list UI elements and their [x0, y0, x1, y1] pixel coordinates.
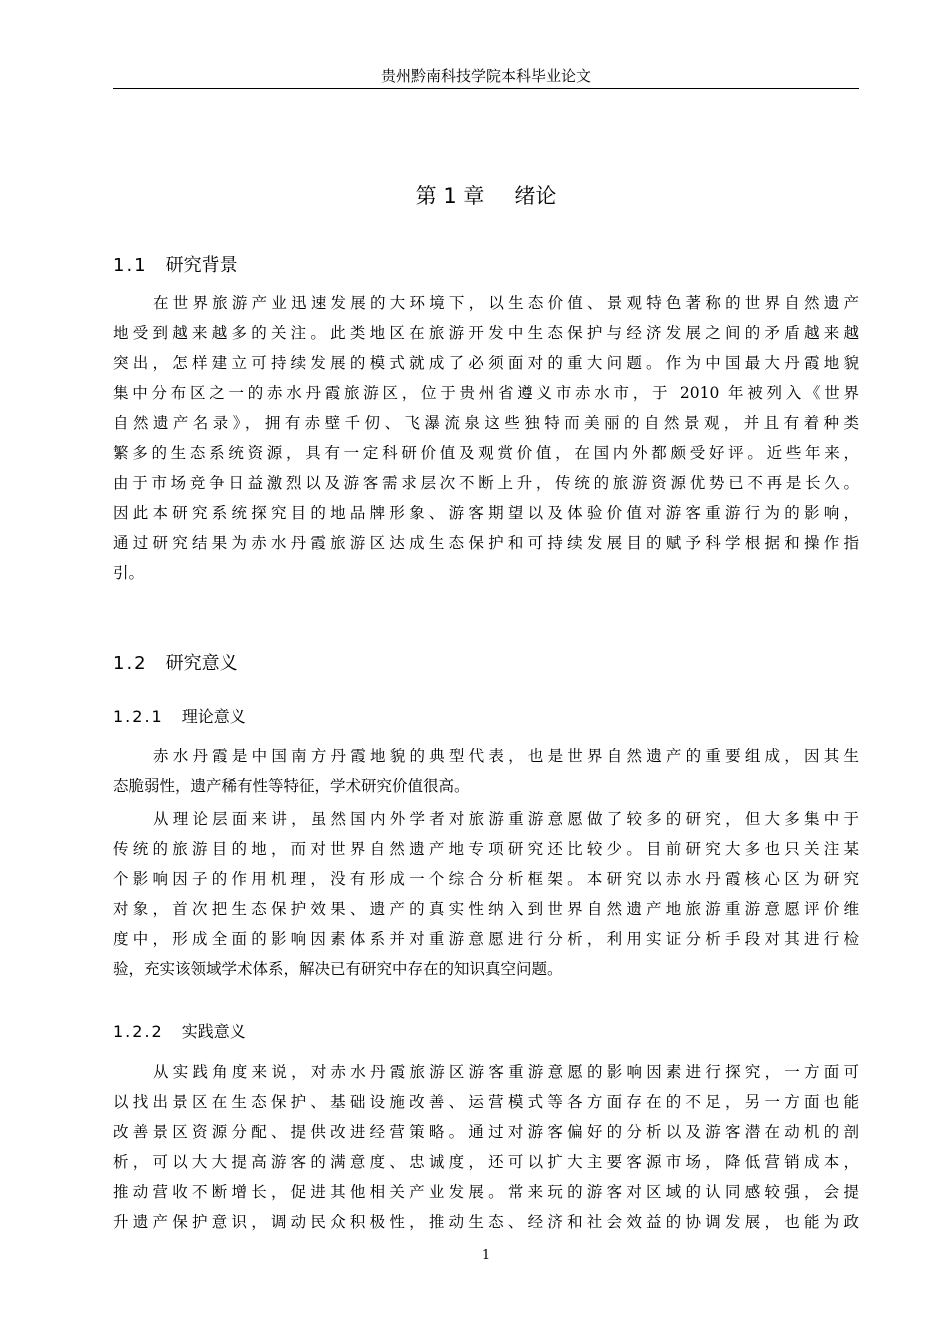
section-number: 1.1: [113, 255, 148, 276]
text-line: 突出，怎样建立可持续发展的模式就成了必须面对的重大问题。作为中国最大丹霞地貌: [113, 354, 859, 372]
text-line: 析，可以大大提高游客的满意度、忠诚度，还可以扩大主要客源市场，降低营销成本，: [113, 1153, 859, 1171]
text-line: 推动营收不断增长，促进其他相关产业发展。常来玩的游客对区域的认同感较强，会提: [113, 1183, 859, 1201]
subsection-title: 理论意义: [181, 707, 246, 726]
text-line: 集中分布区之一的赤水丹霞旅游区，位于贵州省遵义市赤水市，于 2010 年被列入《世界: [113, 384, 859, 402]
paragraph-practice: [113, 1057, 859, 1237]
subsection-heading-1-2-1: [113, 704, 859, 730]
text-line: 由于市场竞争日益激烈以及游客需求层次不断上升，传统的旅游资源优势已不再是长久。: [113, 474, 859, 492]
paragraph-theory-2: [113, 804, 859, 984]
paragraph-theory-1: [113, 741, 859, 801]
text-line: 度中，形成全面的影响因素体系并对重游意愿进行分析，利用实证分析手段对其进行检: [113, 930, 859, 948]
text-line: 自然遗产名录》，拥有赤壁千仞、飞瀑流泉这些独特而美丽的自然景观，并且有着种类: [113, 414, 859, 432]
text-line: 对象，首次把生态保护效果、遗产的真实性纳入到世界自然遗产地旅游重游意愿评价维: [113, 900, 859, 918]
text-line: 验，充实该领域学术体系，解决已有研究中存在的知识真空问题。: [113, 960, 563, 978]
header-rule: [113, 88, 859, 89]
section-title: 研究意义: [165, 653, 238, 674]
text-line: 因此本研究系统探究目的地品牌形象、游客期望以及体验价值对游客重游行为的影响，: [113, 504, 859, 522]
running-header: 贵州黔南科技学院本科毕业论文: [380, 67, 591, 85]
text-line: 个影响因子的作用机理，没有形成一个综合分析框架。本研究以赤水丹霞核心区为研究: [113, 870, 859, 888]
page-number: 1: [481, 1248, 491, 1263]
text-line: 在世界旅游产业迅速发展的大环境下，以生态价值、景观特色著称的世界自然遗产: [153, 294, 859, 312]
text-line: 改善景区资源分配、提供改进经营策略。通过对游客偏好的分析以及游客潜在动机的剖: [113, 1123, 859, 1141]
text-line: 从实践角度来说，对赤水丹霞旅游区游客重游意愿的影响因素进行探究，一方面可: [153, 1063, 859, 1081]
text-line: 繁多的生态系统资源，具有一定科研价值及观赏价值，在国内外都颇受好评。近些年来，: [113, 444, 859, 462]
section-heading-1-1: [113, 251, 859, 281]
subsection-number: 1.2.1: [113, 707, 164, 726]
section-title: 研究背景: [165, 255, 238, 276]
text-line: 赤水丹霞是中国南方丹霞地貌的典型代表，也是世界自然遗产的重要组成，因其生: [153, 747, 859, 765]
chapter-name: 绪论: [514, 184, 557, 208]
text-line: 升遗产保护意识，调动民众积极性，推动生态、经济和社会效益的协调发展，也能为政: [113, 1213, 859, 1231]
subsection-title: 实践意义: [181, 1022, 246, 1041]
text-line: 从理论层面来讲，虽然国内外学者对旅游重游意愿做了较多的研究，但大多集中于: [153, 810, 859, 828]
text-line: 以找出景区在生态保护、基础设施改善、运营模式等各方面存在的不足，另一方面也能: [113, 1093, 859, 1111]
text-line: 引。: [113, 564, 145, 582]
chapter-title: [113, 180, 859, 212]
subsection-heading-1-2-2: [113, 1019, 859, 1045]
chapter-number: 第 1 章: [415, 184, 485, 208]
paragraph-research-background: [113, 288, 859, 588]
section-number: 1.2: [113, 653, 148, 674]
section-heading-1-2: [113, 649, 859, 679]
text-line: 通过研究结果为赤水丹霞旅游区达成生态保护和可持续发展目的赋予科学根据和操作指: [113, 534, 859, 552]
text-line: 传统的旅游目的地，而对世界自然遗产地专项研究还比较少。目前研究大多也只关注某: [113, 840, 859, 858]
text-line: 态脆弱性，遗产稀有性等特征，学术研究价值很高。: [113, 777, 470, 795]
subsection-number: 1.2.2: [113, 1022, 164, 1041]
text-line: 地受到越来越多的关注。此类地区在旅游开发中生态保护与经济发展之间的矛盾越来越: [113, 324, 859, 342]
